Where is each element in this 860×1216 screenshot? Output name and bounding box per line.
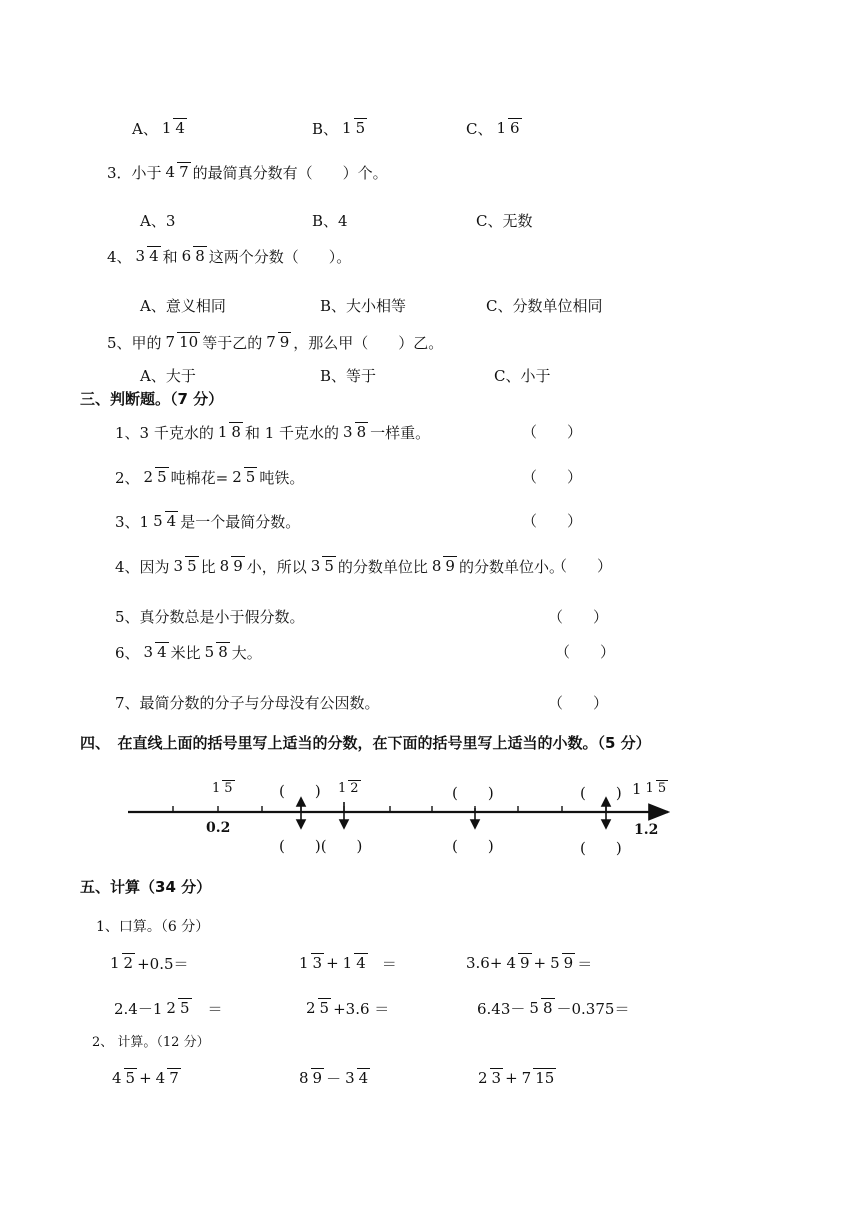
fraction: 2 5: [306, 999, 330, 1017]
judge-1: 1、3 千克水的 1 8 和 1 千克水的 3 8 一样重。: [115, 423, 431, 442]
calc-title: 2、 计算。（12 分）: [92, 1035, 210, 1050]
label-1-2: 1.2: [634, 822, 659, 838]
judge-7-answer[interactable]: （ ）: [548, 694, 609, 712]
calc-3: 2 3 + 7 15: [478, 1069, 555, 1087]
fraction: 1 5: [212, 781, 233, 796]
fraction: 5 8: [204, 643, 228, 661]
oral-1: 1 2 +0.5＝: [110, 954, 189, 973]
q2-option-a: A、 1 4: [132, 119, 185, 138]
judge-5: 5、真分数总是小于假分数。: [115, 608, 305, 626]
fraction: 6 8: [181, 247, 205, 265]
fraction: 1 6: [496, 119, 520, 137]
fraction: 4 7: [155, 1069, 179, 1087]
q5-option-c: C、小于: [494, 367, 551, 385]
fraction: 2 3: [478, 1069, 502, 1087]
fraction: 1 5: [645, 781, 667, 796]
judge-4: 4、因为 3 5 比 8 9 小，所以 3 5 的分数单位比 8 9 的分数单位小。: [115, 557, 564, 576]
q2-option-b: B、 1 5: [312, 119, 366, 138]
q3-option-a: A、3: [140, 212, 176, 230]
fraction: 1 8: [217, 423, 241, 441]
judge-7: 7、最简分数的分子与分母没有公因数。: [115, 694, 380, 712]
fraction: 3 4: [143, 643, 167, 661]
judge-3: 3、1 5 4 是一个最简分数。: [115, 512, 301, 531]
label-one-fifth: [208, 767, 237, 811]
section-3-title: 三、判断题。（7 分）: [80, 390, 224, 408]
fraction: 1 4: [342, 954, 366, 972]
q5-option-a: A、大于: [140, 367, 196, 385]
label-one-half: [334, 767, 363, 811]
fraction: 3 4: [345, 1069, 369, 1087]
fraction: 1 2: [338, 781, 359, 796]
oral-6: 6.43－ 5 8 －0.375＝: [477, 999, 630, 1018]
question-4: 4、 3 4 和 6 8 这两个分数（ ）。: [107, 247, 352, 266]
oral-2: 1 3 + 1 4 ＝: [299, 954, 397, 973]
fraction: 7 10: [165, 333, 199, 351]
calc-1: 4 5 + 4 7: [112, 1069, 179, 1087]
fraction: 4 7: [165, 163, 189, 181]
oral-3: 3.6+ 4 9 + 5 9 ＝: [466, 954, 593, 973]
fraction: 3 8: [343, 423, 367, 441]
fraction: 3 4: [135, 247, 159, 265]
section-5-title: 五、计算（34 分）: [80, 878, 212, 896]
judge-2: 2、 2 5 吨棉花= 2 5 吨铁。: [115, 468, 305, 487]
fraction: 2 5: [166, 999, 190, 1017]
fraction: 7 9: [266, 333, 290, 351]
oral-calc-title: 1、口算。（6 分）: [96, 919, 210, 935]
question-3: 3．小于 4 7 的最简真分数有（ ）个。: [107, 163, 388, 182]
fraction: 5 4: [153, 512, 177, 530]
q4-option-a: A、意义相同: [140, 297, 226, 315]
fraction: 5 9: [550, 954, 574, 972]
label-one-and-one-fifth: 1 1 5: [632, 780, 667, 798]
judge-1-answer[interactable]: （ ）: [522, 423, 583, 441]
q3-option-b: B、4: [312, 212, 348, 230]
fraction: 1 2: [110, 954, 134, 972]
fraction: 2 5: [143, 468, 167, 486]
answer-bottom-1[interactable]: ( )( ): [279, 837, 363, 855]
judge-6-answer[interactable]: （ ）: [555, 643, 616, 661]
fraction: 8 9: [431, 557, 455, 575]
fraction: 7 15: [521, 1069, 555, 1087]
fraction: 1 5: [342, 119, 366, 137]
q5-option-b: B、等于: [320, 367, 377, 385]
answer-bottom-3[interactable]: ( ): [580, 839, 622, 857]
fraction: 3 5: [310, 557, 334, 575]
q4-option-b: B、大小相等: [320, 297, 407, 315]
section-4-title: 四、 在直线上面的括号里写上适当的分数，在下面的括号里写上适当的小数。（5 分）: [80, 734, 651, 752]
oral-5: 2 5 +3.6 ＝: [306, 999, 390, 1018]
q2-option-c: C、 1 6: [466, 119, 520, 138]
label-0-2: 0.2: [206, 820, 231, 836]
fraction: 1 3: [299, 954, 323, 972]
judge-4-answer[interactable]: （ ）: [552, 557, 613, 575]
answer-top-2[interactable]: ( ): [452, 784, 494, 802]
calc-2: 8 9 － 3 4: [299, 1069, 369, 1088]
fraction: 8 9: [219, 557, 243, 575]
answer-top-3[interactable]: ( ): [580, 784, 622, 802]
fraction: 1 4: [161, 119, 185, 137]
number-line: [0, 768, 860, 858]
answer-top-1[interactable]: ( ): [279, 782, 321, 800]
judge-2-answer[interactable]: （ ）: [522, 468, 583, 486]
fraction: 4 9: [506, 954, 530, 972]
judge-6: 6、 3 4 米比 5 8 大。: [115, 643, 262, 662]
fraction: 3 5: [173, 557, 197, 575]
judge-5-answer[interactable]: （ ）: [548, 608, 609, 626]
judge-3-answer[interactable]: （ ）: [522, 512, 583, 530]
q4-option-c: C、分数单位相同: [486, 297, 603, 315]
fraction: 2 5: [232, 468, 256, 486]
fraction: 8 9: [299, 1069, 323, 1087]
q3-option-c: C、无数: [476, 212, 533, 230]
fraction: 5 8: [529, 999, 553, 1017]
oral-4: 2.4－1 2 5 ＝: [114, 999, 223, 1018]
question-5: 5、甲的 7 10 等于乙的 7 9 ，那么甲（ ）乙。: [107, 333, 444, 352]
fraction: 4 5: [112, 1069, 136, 1087]
answer-bottom-2[interactable]: ( ): [452, 837, 494, 855]
